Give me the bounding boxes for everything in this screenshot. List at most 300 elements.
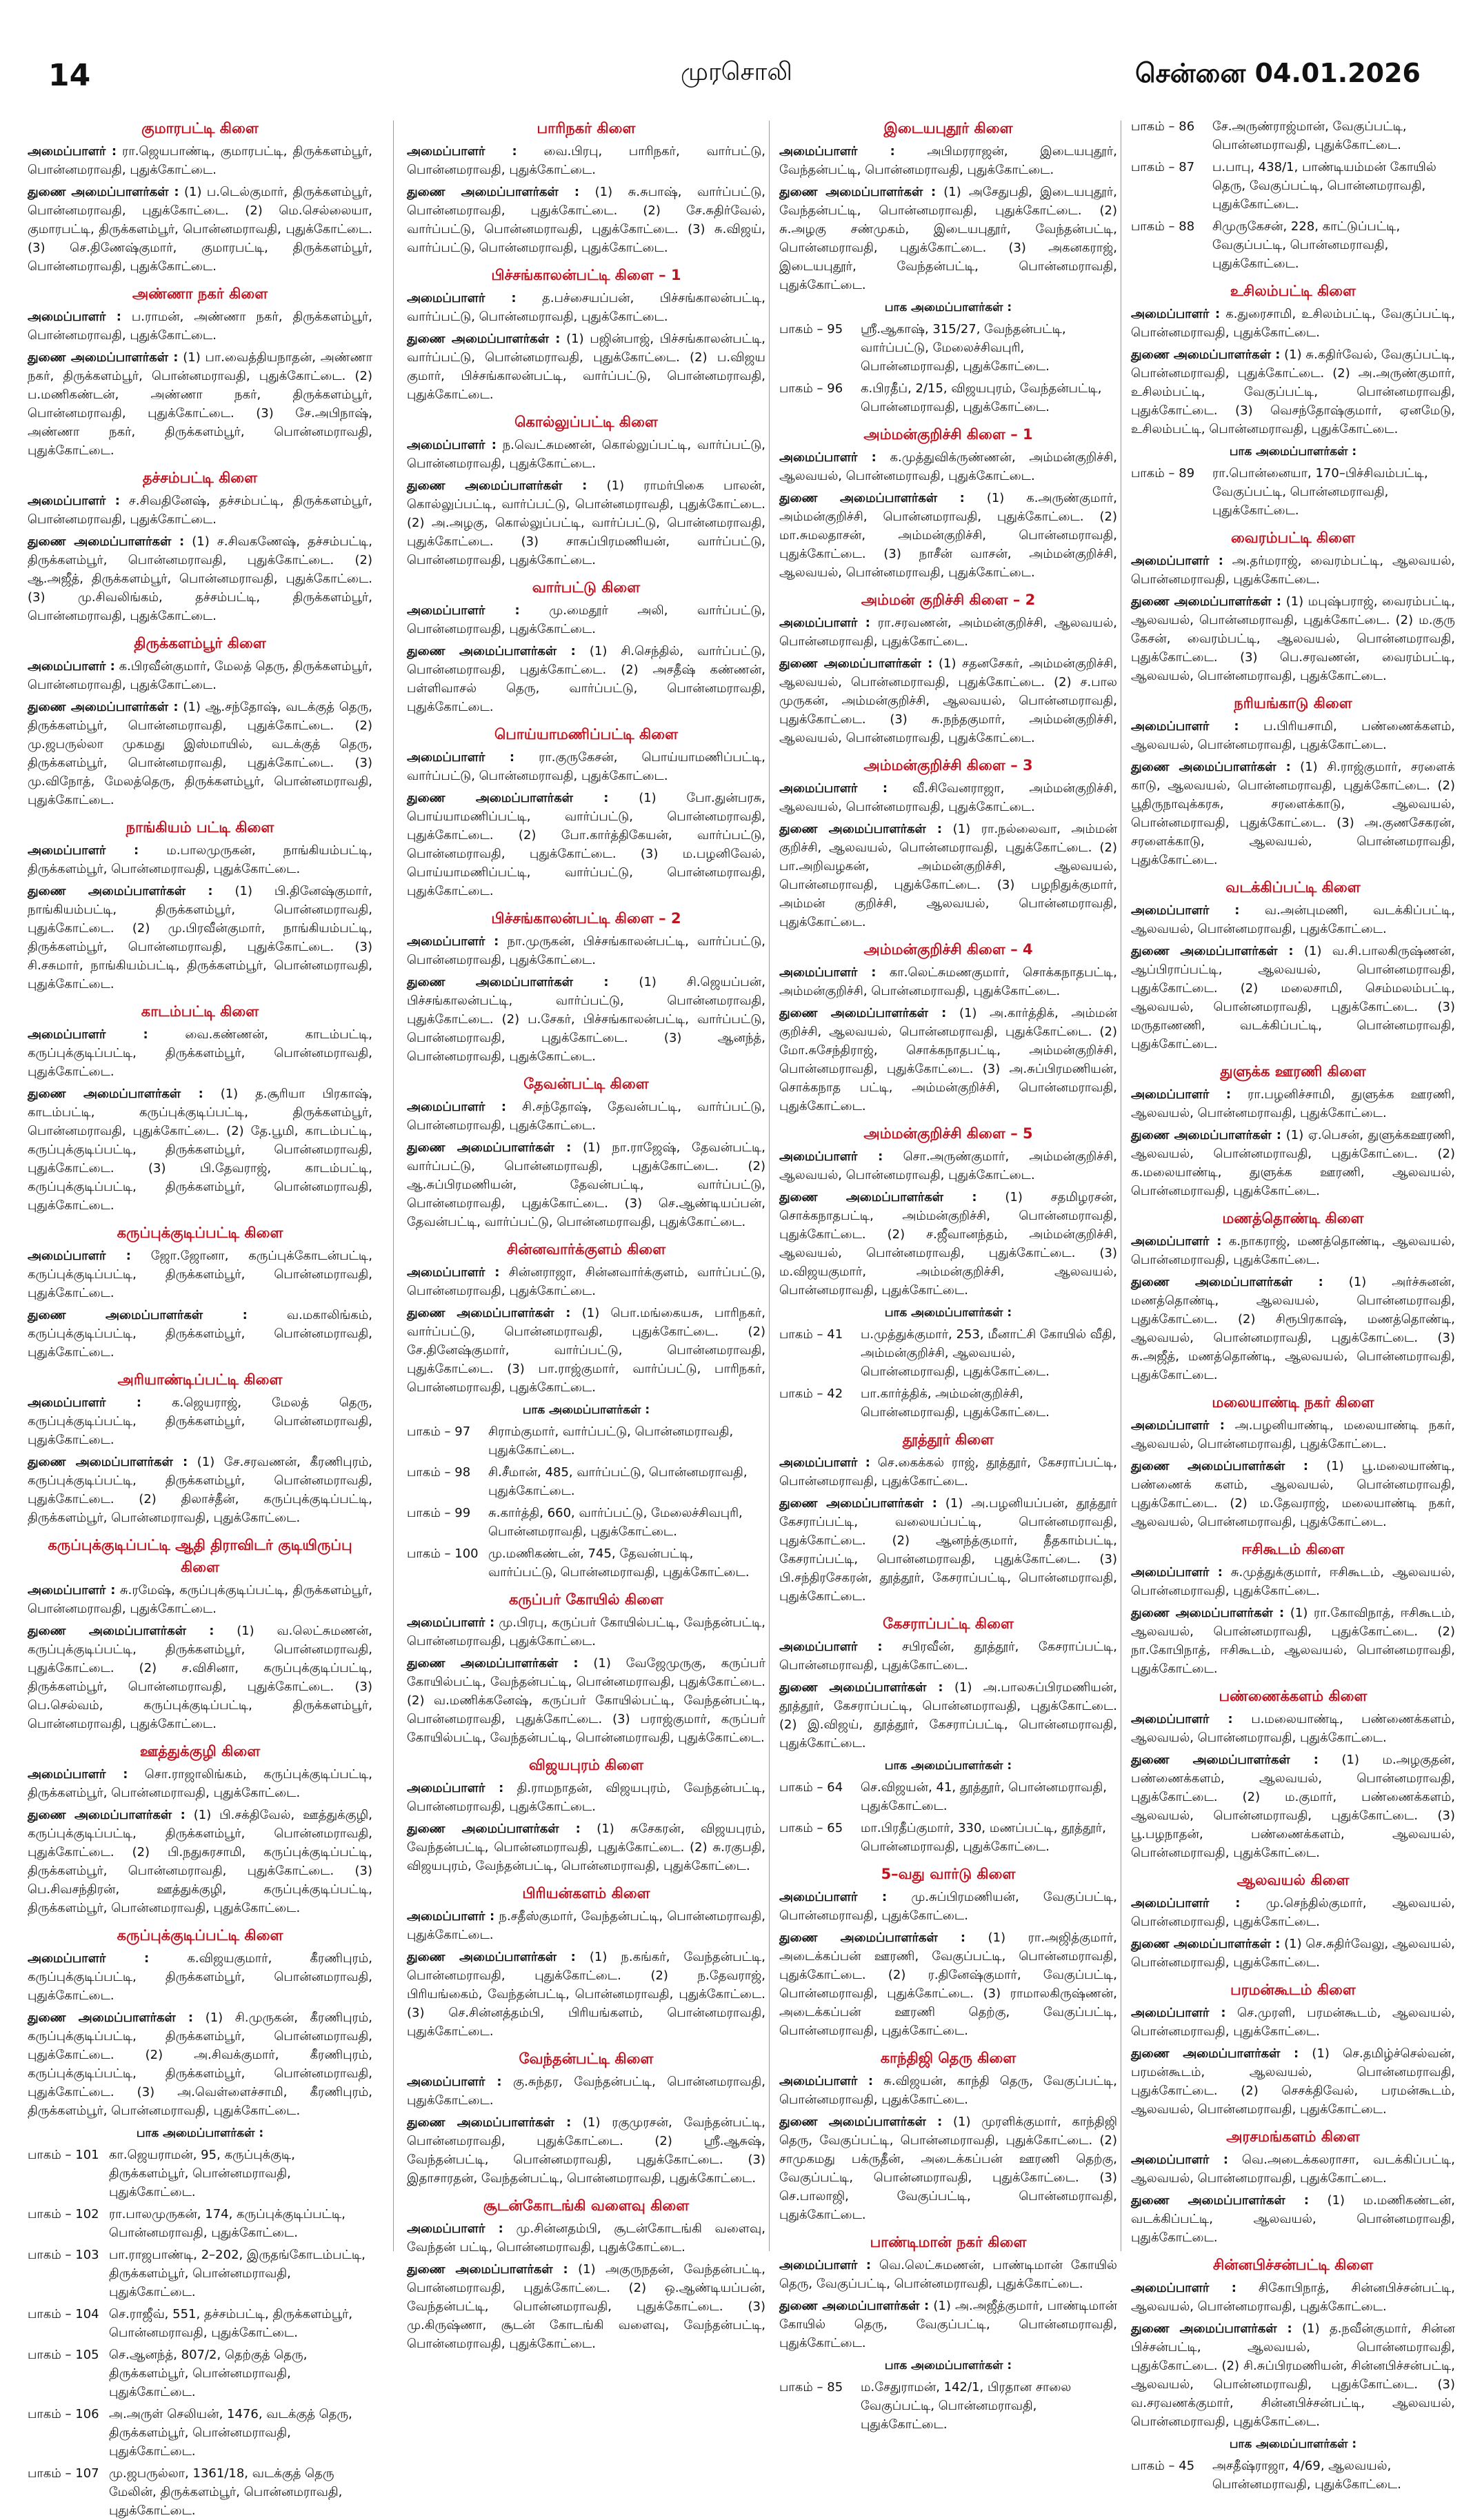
part-text: சிமுருகேசன், 228, காட்டுப்பட்டி, வேகுப்பட்டி, பொன்னமராவதி, புதுக்கோட்டை.	[1212, 219, 1401, 271]
organizer-label: அமைப்பாளர் :	[407, 603, 520, 618]
organizer-text: வீ.சிவேனராஜா, அம்மன்குறிச்சி, ஆலவயல், பொன்னமராவதி, புதுக்கோட்டை.	[779, 781, 1117, 814]
deputy-entry	[407, 330, 765, 404]
deputy-label: துணை அமைப்பாளர்கள் :	[407, 1140, 572, 1155]
organizer-label: அமைப்பாளர் :	[1131, 2281, 1236, 2295]
part-text: க.பிரதீப், 2/15, விஜயபுரம், வேந்தன்பட்டி, பொன்னமராவதி, புதுக்கோட்டை.	[861, 381, 1102, 414]
deputy-entry	[1131, 1457, 1455, 1531]
deputy-text: (1) த.சூரியா பிரகாஷ், காடம்பட்டி, கருப்புக்குடிப்பட்டி, திருக்களம்பூர், பொன்னமராவதி, புதுக்கோட்டை. (2) தே.பூமி, காடம்பட்டி, கருப்புக்குடிப்பட்டி, திருக்களம்பூர், பொன்னமராவதி, புதுக்கோட்டை. (3) பி.தேவராஜ், காடம்பட்டி, கருப்புக்குடிப்பட்டி, திருக்களம்பூர், பொன்னமராவதி, புதுக்கோட்டை.	[28, 1087, 372, 1213]
branch-section	[407, 1882, 765, 2041]
column-4	[1131, 117, 1456, 2492]
branch-title: குமாரபட்டி கிளை	[141, 120, 259, 137]
branch-title: வார்பட்டு கிளை	[532, 579, 641, 596]
organizer-text: ப.பிரியசாமி, பண்ணைக்களம், ஆலவயல், பொன்னமராவதி, புதுக்கோட்டை.	[1131, 719, 1456, 752]
branch-section	[779, 423, 1117, 582]
part-organizers-heading: பாக அமைப்பாளர்கள் :	[136, 2126, 264, 2140]
organizer-text: சிகோபிநாத், சின்னபிச்சன்பட்டி, ஆலவயல், பொன்னமராவதி, புதுக்கோட்டை.	[1131, 2281, 1455, 2314]
branch-title: வடக்கிப்பட்டி கிளை	[1225, 879, 1361, 896]
organizer-label: அமைப்பாளர் :	[407, 1781, 504, 1795]
organizer-label: அமைப்பாளர் :	[1131, 1418, 1225, 1433]
deputy-label: துணை அமைப்பாளர்கள் :	[1131, 2321, 1292, 2336]
organizer-label: அமைப்பாளர் :	[1131, 1712, 1233, 1726]
organizer-text: மு.செந்தில்குமார், ஆலவயல், பொன்னமராவதி, புதுக்கோட்டை.	[1131, 1896, 1455, 1929]
organizer-entry	[1131, 2279, 1455, 2316]
organizer-text: சின்னராஜா, சின்னவார்க்குளம், வார்ப்பட்டு, பொன்னமராவதி, புதுக்கோட்டை.	[407, 1265, 765, 1298]
organizer-text: த.பச்சையப்பன், பிச்சங்காலன்பட்டி, வார்ப்பட்டு, பொன்னமராவதி, புதுக்கோட்டை.	[407, 291, 765, 324]
branch-section	[28, 467, 372, 625]
organizer-text: மு.பிரபு, கருப்பர் கோயில்பட்டி, வேந்தன்பட்டி, பொன்னமராவதி, புதுக்கோட்டை.	[407, 1615, 765, 1649]
part-organizers-heading: பாக அமைப்பாளர்கள் :	[884, 1306, 1012, 1320]
branch-title: அம்மன்குறிச்சி கிளை – 5	[863, 1125, 1033, 1142]
organizer-label: அமைப்பாளர் :	[407, 934, 499, 949]
deputy-entry	[1131, 1751, 1455, 1862]
part-number: பாகம் – 99	[407, 1506, 471, 1520]
deputy-entry	[779, 1928, 1117, 2040]
deputy-label: துணை அமைப்பாளர்கள் :	[779, 491, 965, 505]
deputy-entry	[407, 1948, 765, 2041]
branch-title: பண்ணைக்களம் கிளை	[1219, 1688, 1367, 1704]
branch-title: 5–வது வார்டு கிளை	[881, 1866, 1016, 1882]
organizer-text: சொ.அருண்குமார், அம்மன்குறிச்சி, ஆலவயல், பொன்னமராவதி, புதுக்கோட்டை.	[779, 1149, 1117, 1182]
organizer-text: மு.சுப்பிரமணியன், வேகுப்பட்டி, பொன்னமராவதி, புதுக்கோட்டை.	[779, 1890, 1117, 1923]
branch-section	[779, 1429, 1117, 1606]
branch-title: பிச்சங்காலன்பட்டி கிளை – 2	[491, 910, 681, 927]
branch-title: சின்னவார்க்குளம் கிளை	[506, 1241, 666, 1258]
organizer-label: அமைப்பாளர் :	[1131, 554, 1223, 568]
deputy-text: (1) அ.பழனியப்பன், தூத்தூர் கேசராப்பட்டி, வலையப்பட்டி, பொன்னமராவதி, புதுக்கோட்டை. (2) ஆனந்த்குமார், தீதகாம்பட்டி, கேசராப்பட்டி, பொன்னமராவதி, புதுக்கோட்டை. (3) பி.சந்திரசேகரன், தூத்தூர், கேசராப்பட்டி, பொன்னமராவதி, புதுக்கோட்டை.	[779, 1496, 1117, 1604]
deputy-text: (1) செ.சுதிர்வேலு, ஆலவயல், பொன்னமராவதி, புதுக்கோட்டை.	[1131, 1937, 1455, 1970]
branch-title: சூடன்கோடங்கி வளைவு கிளை	[483, 2197, 690, 2214]
deputy-text: (1) த.நவீன்குமார், சின்ன பிச்சன்பட்டி, ஆலவயல், பொன்னமராவதி, புதுக்கோட்டை. (2) சி.சுப்பிரமணியன், சின்னபிச்சன்பட்டி, ஆலவயல், பொன்னமராவதி, புதுக்கோட்டை. (3) வ.சரவணக்குமார், சின்னபிச்சன்பட்டி, ஆலவயல், பொன்னமராவதி, புதுக்கோட்டை.	[1131, 2321, 1455, 2429]
branch-title: பிச்சங்காலன்பட்டி கிளை – 1	[491, 267, 681, 283]
organizer-label: அமைப்பாளர் :	[28, 1767, 128, 1782]
part-text: ஸ்ரீ.ஆகாஷ், 315/27, வேந்தன்பட்டி, வார்ப்பட்டு, மேலைச்சிவபுரி, பொன்னமராவதி, புதுக்கோட்டை.	[861, 322, 1066, 374]
branch-title: தச்சம்பட்டி கிளை	[142, 470, 258, 486]
organizer-text: ரா.ஜெயபாண்டி, குமாரபட்டி, திருக்களம்பூர், பொன்னமராவதி, புதுக்கோட்டை.	[28, 144, 372, 177]
part-row	[407, 1422, 765, 1460]
organizer-text: அ.பழனியாண்டி, மலையாண்டி நகர், ஆலவயல், பொன்னமராவதி, புதுக்கோட்டை.	[1131, 1418, 1455, 1451]
organizer-label: அமைப்பாளர் :	[28, 310, 121, 324]
part-text: ரா.பாலமுருகன், 174, கருப்புக்குடிப்பட்டி, பொன்னமராவதி, புதுக்கோட்டை.	[109, 2207, 345, 2240]
organizer-entry	[1131, 1894, 1455, 1931]
organizer-entry	[407, 2219, 765, 2257]
organizer-entry	[1131, 1710, 1455, 1747]
organizer-entry	[1131, 1416, 1455, 1453]
organizer-text: சு.முத்துக்குமார், ஈசிகூடம், ஆலவயல், பொன்னமராவதி, புதுக்கோட்டை.	[1131, 1565, 1455, 1598]
part-row	[1131, 117, 1455, 154]
organizer-label: அமைப்பாளர் :	[1131, 307, 1221, 321]
part-text: சு.கார்த்தி, 660, வார்ப்பட்டு, மேலைச்சிவபுரி, பொன்னமராவதி, புதுக்கோட்டை.	[488, 1506, 743, 1539]
organizer-entry	[407, 601, 765, 638]
deputy-entry	[1131, 2191, 1455, 2247]
column-2	[407, 117, 765, 2351]
organizer-entry	[779, 963, 1117, 1000]
branch-title: கருப்புக்குடிப்பட்டி கிளை	[117, 1927, 283, 1944]
organizer-label: அமைப்பாளர் :	[28, 1583, 116, 1597]
deputy-entry	[1131, 758, 1455, 869]
organizer-text: க.முத்துவிக்ருண்ணன், அம்மன்குறிச்சி, ஆலவயல், பொன்னமராவதி, புதுக்கோட்டை.	[779, 450, 1117, 483]
part-row	[779, 379, 1117, 416]
branch-section	[779, 1122, 1117, 1422]
branch-title: ஈசிகூடம் கிளை	[1241, 1541, 1345, 1558]
branch-section	[407, 1589, 765, 1747]
part-number: பாகம் – 101	[28, 2148, 99, 2162]
organizer-label: அமைப்பாளர் :	[1131, 2153, 1229, 2167]
deputy-label: துணை அமைப்பாளர்கள் :	[779, 2115, 943, 2129]
organizer-entry	[779, 779, 1117, 816]
deputy-label: துணை அமைப்பாளர்கள் :	[779, 2299, 930, 2313]
branch-section	[779, 2231, 1117, 2434]
branch-section	[779, 754, 1117, 931]
organizer-text: க.பிரவீன்குமார், மேலத் தெரு, திருக்களம்பூர், பொன்னமராவதி, புதுக்கோட்டை.	[28, 659, 372, 692]
deputy-entry	[1131, 942, 1455, 1054]
branch-title: ஆலவயல் கிளை	[1236, 1872, 1350, 1888]
part-number: பாகம் – 106	[28, 2407, 99, 2421]
organizer-entry	[28, 841, 372, 878]
organizer-text: ஜோ.ஜோனா, கருப்புக்கோடன்பட்டி, கருப்புக்குடிப்பட்டி, திருக்களம்பூர், பொன்னமராவதி, புதுக்கோட்டை.	[28, 1249, 372, 1300]
deputy-label: துணை அமைப்பாளர்கள் :	[1131, 2046, 1299, 2061]
deputy-text: (1) அகுருநதன், வேந்தன்பட்டி, பொன்னமராவதி, புதுக்கோட்டை. (2) ஒ.ஆண்டியப்பன், வேந்தன்பட்டி, பொன்னமராவதி, புதுக்கோட்டை. (3) மு.கிருஷ்ணா, சூடன் கோடங்கி வளைவு, வேந்தன்பட்டி, பொன்னமராவதி, புதுக்கோட்டை.	[407, 2262, 765, 2351]
branch-section	[779, 1613, 1117, 1856]
organizer-entry	[28, 657, 372, 694]
deputy-text: (1) அ.அஜீத்குமார், பாண்டிமான் கோயில் தெரு, வேகுப்பட்டி, பொன்னமராவதி, புதுக்கோட்டை.	[779, 2299, 1117, 2350]
part-number: பாகம் – 103	[28, 2248, 99, 2262]
organizer-text: சபிரவீன், தூத்தூர், கேசராப்பட்டி, பொன்னமராவதி, புதுக்கோட்டை.	[779, 1640, 1117, 1673]
deputy-label: துணை அமைப்பாளர்கள் :	[407, 791, 609, 805]
branch-section	[1131, 1391, 1455, 1531]
deputy-text: (1) சுசேகரன், விஜயபுரம், வேந்தன்பட்டி, பொன்னமராவதி, புதுக்கோட்டை. (2) சு.ரகுபதி, விஜயபுரம், வேந்தன்பட்டி, பொன்னமராவதி, புதுக்கோட்டை.	[407, 1822, 765, 1873]
branch-title: மணத்தொண்டி கிளை	[1222, 1210, 1364, 1227]
deputy-text: வ.மகாலிங்கம், கருப்புக்குடிப்பட்டி, திருக்களம்பூர், பொன்னமராவதி, புதுக்கோட்டை.	[28, 1308, 372, 1360]
organizer-entry	[779, 2256, 1117, 2293]
branch-section	[407, 576, 765, 716]
branch-title: அரியாண்டிப்பட்டி கிளை	[117, 1371, 283, 1388]
deputy-entry	[779, 654, 1117, 747]
organizer-entry	[28, 1949, 372, 2005]
part-number: பாகம் – 64	[779, 1780, 843, 1795]
organizer-entry	[779, 1637, 1117, 1675]
branch-title: இடையபுதூர் கிளை	[883, 120, 1013, 137]
deputy-text: (1) ம.மணிகண்டன், வடக்கிப்பட்டி, ஆலவயல், பொன்னமராவதி, புதுக்கோட்டை.	[1131, 2193, 1455, 2245]
deputy-entry	[407, 476, 765, 569]
part-row	[28, 2246, 372, 2301]
organizer-label: அமைப்பாளர் :	[1131, 2006, 1226, 2020]
part-text: மா.பிரதீப்குமார், 330, மணப்பட்டி, தூத்தூர், பொன்னமராவதி, புதுக்கோட்டை.	[861, 1821, 1106, 1854]
deputy-text: (1) செ.தமிழ்ச்செல்வன், பரமன்கூடம், ஆலவயல், பொன்னமராவதி, புதுக்கோட்டை. (2) செசக்திவேல், பரமன்கூடம், ஆலவயல், பொன்னமராவதி, புதுக்கோட்டை.	[1131, 2046, 1455, 2117]
part-organizers-heading: பாக அமைப்பாளர்கள் :	[884, 1759, 1012, 1773]
organizer-text: தி.ராமநாதன், விஜயபுரம், வேந்தன்பட்டி, பொன்னமராவதி, புதுக்கோட்டை.	[407, 1781, 765, 1814]
deputy-text: (1) சே.சரவணன், கீரணிபுரம், கருப்புக்குடிப்பட்டி, திருக்களம்பூர், பொன்னமராவதி, புதுக்கோட்டை. (2) திலாச்தீன், கருப்புக்குடிப்பட்டி, திருக்களம்பூர், பொன்னமராவதி, புதுக்கோட்டை.	[28, 1455, 372, 1525]
deputy-label: துணை அமைப்பாளர்கள் :	[1131, 2193, 1310, 2208]
organizer-text: வ.அன்புமணி, வடக்கிப்பட்டி, ஆலவயல், பொன்னமராவதி, புதுக்கோட்டை.	[1131, 903, 1455, 936]
branch-section	[407, 264, 765, 404]
organizer-label: அமைப்பாளர் :	[1131, 1234, 1222, 1249]
deputy-entry	[28, 1622, 372, 1733]
organizer-text: செ.கைக்கல் ராஜ், தூத்தூர், கேசராப்பட்டி, பொன்னமராவதி, புதுக்கோட்டை.	[779, 1455, 1117, 1489]
organizer-label: அமைப்பாளர் :	[1131, 903, 1240, 918]
deputy-label: துணை அமைப்பாளர்கள் :	[28, 185, 179, 199]
deputy-entry	[1131, 2044, 1455, 2119]
deputy-entry	[407, 642, 765, 716]
part-number: பாகம் – 45	[1131, 2459, 1195, 2473]
deputy-text: (1) சதமிழரசன், சொக்கநாதபட்டி, அம்மன்குறிச்சி, பொன்னமராவதி, புதுக்கோட்டை. (2) ச.ஜீவானந்தம், அம்மன்குறிச்சி, ஆலவயல், பொன்னமராவதி, புதுக்கோட்டை. (3) ம.விஜயகுமார், அம்மன்குறிச்சி, ஆலவயல், பொன்னமராவதி, புதுக்கோட்டை.	[779, 1190, 1117, 1298]
organizer-entry	[1131, 717, 1455, 754]
deputy-text: (1) பா.வைத்தியநாதன், அண்ணா நகர், திருக்களம்பூர், பொன்னமராவதி, புதுக்கோட்டை. (2) ப.மணிகண்டன், அண்ணா நகர், திருக்களம்பூர், பொன்னமராவதி, புதுக்கோட்டை. (3) சே.அபிநாஷ், அண்ணா நகர், திருக்களம்பூர், பொன்னமராவதி, புதுக்கோட்டை.	[28, 350, 372, 458]
deputy-label: துணை அமைப்பாளர்கள் :	[28, 350, 179, 365]
organizer-entry	[407, 1098, 765, 1135]
branch-section	[28, 1534, 372, 1733]
deputy-text: (1) பி.தினேஷ்குமார், நாங்கியம்பட்டி, திருக்களம்பூர், பொன்னமராவதி, புதுக்கோட்டை. (2) மு.பிரவீன்குமார், நாங்கியம்பட்டி, திருக்களம்பூர், பொன்னமராவதி, புதுக்கோட்டை. (3) சி.சசுமார், நாங்கியம்பட்டி, திருக்களம்பூர், பொன்னமராவதி, புதுக்கோட்டை.	[28, 884, 372, 991]
organizer-text: ம.பாலமுருகன், நாங்கியம்பட்டி, திருக்களம்பூர், பொன்னமராவதி, புதுக்கோட்டை.	[28, 843, 372, 876]
organizer-text: மு.மைதூர் அலி, வார்ப்பட்டு, பொன்னமராவதி, புதுக்கோட்டை.	[407, 603, 765, 636]
deputy-text: (1) சி.ஜெயப்பன், பிச்சங்காலன்பட்டி, வார்ப்பட்டு, பொன்னமராவதி, புதுக்கோட்டை. (2) ப.சேகர், பிச்சங்காலன்பட்டி, வார்ப்பட்டு, பொன்னமராவதி, புதுக்கோட்டை. (3) ஆனந்த், பொன்னமராவதி, புதுக்கோட்டை.	[407, 975, 765, 1064]
part-row	[407, 1463, 765, 1500]
part-number: பாகம் – 65	[779, 1821, 843, 1835]
deputy-text: (1) ராமர்பிகை பாலன், கொல்லுப்பட்டி, வார்ப்பட்டு, பொன்னமராவதி, புதுக்கோட்டை. (2) அ.அழகு, கொல்லுப்பட்டி, வார்ப்பட்டு, பொன்னமராவதி, புதுக்கோட்டை. (3) சாசுப்பிரமணியன், வார்ப்பட்டு, பொன்னமராவதி, புதுக்கோட்டை.	[407, 478, 765, 567]
branch-section	[407, 1073, 765, 1231]
branch-title: பரமன்கூடம் கிளை	[1230, 1982, 1356, 1998]
deputy-entry	[779, 1678, 1117, 1753]
deputy-entry	[28, 348, 372, 460]
deputy-text: (1) சி.செந்தில், வார்ப்பட்டு, பொன்னமராவதி, புதுக்கோட்டை. (2) அசதீஷ் கண்ணன், பள்ளிவாசல் தெரு, வார்ப்பட்டு, பொன்னமராவதி, புதுக்கோட்டை.	[407, 644, 765, 714]
part-row	[1131, 2457, 1455, 2494]
branch-section	[407, 1238, 765, 1582]
part-organizers-heading: பாக அமைப்பாளர்கள் :	[1229, 445, 1357, 458]
deputy-entry	[407, 2113, 765, 2188]
branch-title: அம்மன்குறிச்சி கிளை – 4	[863, 941, 1033, 958]
organizer-entry	[1131, 305, 1455, 342]
branch-section	[1131, 1979, 1455, 2119]
part-text: ம.சேதுராமன், 142/1, பிரதான சாலை வேகுப்பட்டி, பொன்னமராவதி, புதுக்கோட்டை.	[861, 2380, 1072, 2432]
branch-section	[407, 411, 765, 569]
part-text: செ.ராஜீவ், 551, தச்சம்பட்டி, திருக்களம்பூர், பொன்னமராவதி, புதுக்கோட்டை.	[109, 2307, 353, 2340]
branch-section	[1131, 527, 1455, 685]
deputy-entry	[407, 183, 765, 257]
branch-title: மலையாண்டி நகர் கிளை	[1212, 1394, 1374, 1411]
part-number: பாகம் – 85	[779, 2380, 843, 2395]
part-text: சே.அருண்ராஜ்மான், வேகுப்பட்டி, பொன்னமராவதி, புதுக்கோட்டை.	[1212, 119, 1407, 152]
part-text: பா.ராஜபாண்டி, 2–202, இருதங்கோடம்பட்டி, திருக்களம்பூர், பொன்னமராவதி, புதுக்கோட்டை.	[109, 2248, 365, 2299]
branch-title: விஜயபுரம் கிளை	[528, 1757, 644, 1773]
branch-section	[407, 907, 765, 1066]
deputy-entry	[28, 698, 372, 809]
organizer-text: மு.சின்னதம்பி, சூடன்கோடங்கி வளைவு, வேந்தன் பட்டி, பொன்னமராவதி, புதுக்கோட்டை.	[407, 2221, 765, 2255]
branch-title: சின்னபிச்சன்பட்டி கிளை	[1212, 2257, 1374, 2273]
deputy-text: (1) சு.கதிர்வேல், வேகுப்பட்டி, பொன்னமராவதி, புதுக்கோட்டை. (2) அ.அருண்குமார், உசிலம்பட்டி, வேகுப்பட்டி, பொன்னமராவதி, புதுக்கோட்டை. (3) வெசந்தோஷ்குமார், ஏனமேடு, உசிலம்பட்டி, பொன்னமராவதி, புதுக்கோட்டை.	[1131, 347, 1455, 436]
deputy-label: துணை அமைப்பாளர்கள் :	[28, 1087, 203, 1101]
organizer-entry	[1131, 901, 1455, 938]
organizer-entry	[1131, 1232, 1455, 1269]
part-row	[779, 2378, 1117, 2434]
deputy-text: (1) சி.ராஜ்குமார், சரளைக் காடு, ஆலவயல், பொன்னமராவதி, புதுக்கோட்டை. (2) பூதிருநாவுக்கரசு, சரளைக்காடு, ஆலவயல், பொன்னமராவதி, புதுக்கோட்டை. (3) அ.குணசேகரன், சரளைக்காடு, ஆலவயல், பொன்னமராவதி, புதுக்கோட்டை.	[1131, 760, 1455, 867]
deputy-label: துணை அமைப்பாளர்கள் :	[28, 2010, 194, 2025]
deputy-entry	[779, 1494, 1117, 1606]
part-row	[28, 2464, 372, 2520]
part-text: ப.முத்துக்குமார், 253, மீனாட்சி கோயில் வீதி, அம்மன்குறிச்சி, ஆலவயல், பொன்னமராவதி, புதுக்கோட்டை.	[861, 1327, 1116, 1379]
deputy-entry	[1131, 1273, 1455, 1384]
organizer-label: அமைப்பாளர் :	[1131, 1565, 1223, 1580]
organizer-entry	[407, 436, 765, 473]
deputy-label: துணை அமைப்பாளர்கள் :	[1131, 1606, 1285, 1620]
branch-section	[1131, 1685, 1455, 1862]
organizer-text: செ.முரளி, பரமன்கூடம், ஆலவயல், பொன்னமராவதி, புதுக்கோட்டை.	[1131, 2006, 1456, 2039]
deputy-entry	[407, 1654, 765, 1747]
branch-section	[779, 589, 1117, 747]
part-row	[1131, 464, 1455, 520]
organizer-text: ரா.குருகேசன், பொய்யாமணிப்பட்டி, வார்ப்பட்டு, பொன்னமராவதி, புதுக்கோட்டை.	[407, 750, 765, 783]
organizer-text: சு.ரமேஷ், கருப்புக்குடிப்பட்டி, திருக்களம்பூர், பொன்னமராவதி, புதுக்கோட்டை.	[28, 1583, 372, 1616]
deputy-label: துணை அமைப்பாளர்கள் :	[1131, 594, 1282, 609]
part-text: செ.விஜயன், 41, தூத்தூர், பொன்னமராவதி, புதுக்கோட்டை.	[861, 1780, 1107, 1813]
organizer-text: ரா.பழனிச்சாமி, துளுக்க ஊரணி, ஆலவயல், பொன்னமராவதி, புதுக்கோட்டை.	[1131, 1087, 1455, 1120]
organizer-text: வெ.லெட்சுமணன், பாண்டிமான் கோயில் தெரு, வேகுப்பட்டி, பொன்னமராவதி, புதுக்கோட்டை.	[779, 2258, 1117, 2291]
branch-section	[28, 283, 372, 460]
part-organizers-heading: பாக அமைப்பாளர்கள் :	[522, 1403, 650, 1417]
deputy-text: (1) பஜின்பாஜ், பிச்சங்காலன்பட்டி, வார்ப்பட்டு, பொன்னமராவதி, புதுக்கோட்டை. (2) ப.விஜய குமார், பிச்சங்காலன்பட்டி, வார்ப்பட்டு, பொன்னமராவதி, புதுக்கோட்டை.	[407, 332, 765, 402]
deputy-entry	[779, 489, 1117, 582]
deputy-label: துணை அமைப்பாளர்கள் :	[407, 1656, 579, 1671]
deputy-entry	[779, 1188, 1117, 1300]
organizer-label: அமைப்பாளர் :	[779, 781, 888, 796]
part-number: பாகம் – 89	[1131, 466, 1195, 481]
organizer-entry	[407, 1263, 765, 1300]
organizer-text: சொ.ராஜாலிங்கம், கருப்புக்குடிப்பட்டி, திருக்களம்பூர், பொன்னமராவதி, புதுக்கோட்டை.	[28, 1767, 372, 1800]
branch-title: கேசராப்பட்டி கிளை	[883, 1615, 1014, 1632]
branch-title: பொய்யாமணிப்பட்டி கிளை	[494, 726, 679, 743]
organizer-entry	[1131, 2004, 1455, 2041]
branch-title: கருப்புக்குடிப்பட்டி கிளை	[117, 1224, 283, 1241]
part-text: சி.சீமான், 485, வார்ப்பட்டு, பொன்னமராவதி, புதுக்கோட்டை.	[488, 1465, 748, 1498]
organizer-text: க.துரைசாமி, உசிலம்பட்டி, வேகுப்பட்டி, பொன்னமராவதி, புதுக்கோட்டை.	[1131, 307, 1455, 340]
deputy-entry	[28, 882, 372, 994]
deputy-label: துணை அமைப்பாளர்கள் :	[407, 975, 609, 989]
branch-section	[1131, 117, 1455, 273]
organizer-label: அமைப்பாளர் :	[28, 1395, 142, 1410]
part-text: ப.பாபு, 438/1, பாண்டியம்மன் கோயில் தெரு, வேகுப்பட்டி, பொன்னமராவதி, புதுக்கோட்டை.	[1212, 160, 1436, 212]
organizer-text: கு.சுந்தர, வேந்தன்பட்டி, பொன்னமராவதி, புதுக்கோட்டை.	[407, 2075, 765, 2108]
branch-title: பாண்டிமான் நகர் கிளை	[870, 2234, 1027, 2250]
part-row	[28, 2405, 372, 2461]
part-number: பாகம் – 107	[28, 2466, 99, 2481]
deputy-text: (1) சு.சுபாஷ், வார்ப்பட்டு, பொன்னமராவதி, புதுக்கோட்டை. (2) சே.சுதிர்வேல், வார்ப்பட்டு, பொன்னமராவதி, புதுக்கோட்டை. (3) சு.விஜய், வார்ப்பட்டு, பொன்னமராவதி, புதுக்கோட்டை.	[407, 185, 765, 255]
part-number: பாகம் – 105	[28, 2348, 99, 2362]
branch-section	[28, 1369, 372, 1527]
deputy-label: துணை அமைப்பாளர்கள் :	[28, 1455, 188, 1469]
organizer-entry	[28, 1581, 372, 1618]
part-text: மு.மணிகண்டன், 745, தேவன்பட்டி, வார்ப்பட்டு, பொன்னமராவதி, புதுக்கோட்டை.	[488, 1546, 750, 1580]
organizer-text: க.ஜெயராஜ், மேலத் தெரு, கருப்புக்குடிப்பட்டி, திருக்களம்பூர், பொன்னமராவதி, புதுக்கோட்டை.	[28, 1395, 372, 1447]
organizer-entry	[407, 1907, 765, 1944]
deputy-text: (1) வேஜேமுருகு, கருப்பர் கோயில்பட்டி, வேந்தன்பட்டி, பொன்னமராவதி, புதுக்கோட்டை. (2) வ.மணிக்கனேஷ், கருப்பர் கோயில்பட்டி, வேந்தன்பட்டி, பொன்னமராவதி, புதுக்கோட்டை. (3) பராஜ்குமார், கருப்பர் கோயில்பட்டி, வேந்தன்பட்டி, பொன்னமராவதி, புதுக்கோட்டை.	[407, 1656, 765, 1745]
part-row	[28, 2305, 372, 2342]
part-number: பாகம் – 87	[1131, 160, 1195, 174]
part-number: பாகம் – 98	[407, 1465, 471, 1480]
part-organizers-heading: பாக அமைப்பாளர்கள் :	[884, 301, 1012, 314]
branch-title: வைரம்பட்டி கிளை	[1230, 530, 1356, 546]
organizer-label: அமைப்பாளர் :	[1131, 719, 1239, 734]
organizer-text: அபிமரராஜன், இடையபுதூர், வேந்தன்பட்டி, பொன்னமராவதி, புதுக்கோட்டை.	[779, 144, 1118, 177]
part-text: பா.கார்த்திக், அம்மன்குறிச்சி, பொன்னமராவதி, புதுக்கோட்டை.	[861, 1387, 1050, 1420]
deputy-text: (1) ஏ.பெசன், துளுக்கஊரணி, ஆலவயல், பொன்னமராவதி, புதுக்கோட்டை. (2) க.மலையாண்டி, துளுக்க ஊரணி, ஆலவயல், பொன்னமராவதி, புதுக்கோட்டை.	[1131, 1128, 1455, 1198]
part-row	[28, 2146, 372, 2201]
part-number: பாகம் – 95	[779, 322, 843, 336]
part-organizers-heading: பாக அமைப்பாளர்கள் :	[884, 2359, 1012, 2372]
part-text: அ.அருள் செலியன், 1476, வடக்குத் தெரு, திருக்களம்பூர், பொன்னமராவதி, புதுக்கோட்டை.	[109, 2407, 352, 2459]
deputy-entry	[779, 183, 1117, 294]
part-text: சிராம்குமார், வார்ப்பட்டு, பொன்னமராவதி, புதுக்கோட்டை.	[488, 1424, 734, 1458]
organizer-label: அமைப்பாளர் :	[407, 291, 517, 305]
deputy-label: துணை அமைப்பாளர்கள் :	[779, 822, 943, 836]
organizer-entry	[407, 1613, 765, 1651]
organizer-entry	[407, 289, 765, 326]
deputy-text: (1) மபுஷ்பராஜ், வைரம்பட்டி, ஆலவயல், பொன்னமராவதி, புதுக்கோட்டை. (2) ம.குரு கேசன், வைரம்பட்டி, ஆலவயல், பொன்னமராவதி, புதுக்கோட்டை. (3) பெ.சரவணன், வைரம்பட்டி, ஆலவயல், பொன்னமராவதி, புதுக்கோட்டை.	[1131, 594, 1455, 683]
deputy-entry	[1131, 1935, 1455, 1972]
masthead: முரசொலி	[681, 58, 792, 86]
deputy-text: (1) வ.லெட்சுமணன், கருப்புக்குடிப்பட்டி, திருக்களம்பூர், பொன்னமராவதி, புதுக்கோட்டை. (2) ச.விசினா, கருப்புக்குடிப்பட்டி, திருக்களம்பூர், பொன்னமராவதி, புதுக்கோட்டை. (3) பெ.செல்வம், கருப்புக்குடிப்பட்டி, திருக்களம்பூர், பொன்னமராவதி, புதுக்கோட்டை.	[28, 1624, 372, 1731]
organizer-label: அமைப்பாளர் :	[779, 1149, 883, 1164]
city-date: சென்னை 04.01.2026	[1135, 58, 1421, 88]
organizer-text: வை.பிரபு, பாரிநகர், வார்பட்டு, பொன்னமராவதி, புதுக்கோட்டை.	[407, 144, 765, 177]
part-number: பாகம் – 88	[1131, 219, 1195, 234]
deputy-label: துணை அமைப்பாளர்கள் :	[1131, 347, 1281, 362]
deputy-entry	[779, 2297, 1117, 2352]
deputy-label: துணை அமைப்பாளர்கள் :	[28, 534, 185, 549]
organizer-label: அமைப்பாளர் :	[407, 144, 517, 159]
branch-title: அண்ணா நகர் கிளை	[132, 285, 268, 302]
organizer-label: அமைப்பாளர் :	[28, 1951, 150, 1966]
branch-section	[407, 117, 765, 257]
branch-title: நாங்கியம் பட்டி கிளை	[126, 819, 274, 836]
part-row	[779, 1384, 1117, 1422]
page-header	[0, 0, 1473, 103]
branch-title: அம்மன்குறிச்சி கிளை – 3	[863, 757, 1033, 774]
deputy-text: (1) அ.பாலசுப்பிரமணியன், தூத்தூர், கேசராப்பட்டி, பொன்னமராவதி, புதுக்கோட்டை. (2) இ.விஜய், தூத்தூர், கேசராப்பட்டி, பொன்னமராவதி, புதுக்கோட்டை.	[779, 1680, 1117, 1751]
branch-section	[1131, 280, 1455, 520]
branch-title: அம்மன் குறிச்சி கிளை – 2	[861, 592, 1036, 608]
branch-title: தூத்தூர் கிளை	[902, 1431, 994, 1448]
part-row	[779, 1819, 1117, 1856]
deputy-entry	[1131, 1126, 1455, 1200]
deputy-entry	[1131, 592, 1455, 685]
organizer-entry	[779, 1888, 1117, 1925]
deputy-entry	[28, 1306, 372, 1362]
deputy-label: துணை அமைப்பாளர்கள் :	[1131, 1937, 1281, 1951]
organizer-entry	[407, 2073, 765, 2110]
deputy-text: (1) அர்ச்சுனன், மணத்தொண்டி, ஆலவயல், பொன்னமராவதி, புதுக்கோட்டை. (2) சிரூபிரகாஷ், மணத்தொண்டி, ஆலவயல், பொன்னமராவதி, புதுக்கோட்டை. (3) சு.அஜீத், மணத்தொண்டி, ஆலவயல், பொன்னமராவதி, புதுக்கோட்டை.	[1131, 1275, 1455, 1382]
organizer-entry	[28, 1247, 372, 1302]
deputy-text: (1) ஆ.சந்தோஷ், வடக்குத் தெரு, திருக்களம்பூர், பொன்னமராவதி, புதுக்கோட்டை. (2) மு.ஜபருல்லா முகமது இஸ்மாயில், வடக்குத் தெரு, திருக்களம்பூர், பொன்னமராவதி, புதுக்கோட்டை. (3) மு.விநோத், மேலத்தெரு, திருக்களம்பூர், பொன்னமராவதி, புதுக்கோட்டை.	[28, 700, 372, 807]
organizer-entry	[28, 492, 372, 529]
organizer-label: அமைப்பாளர் :	[407, 750, 515, 765]
branch-section	[779, 938, 1117, 1116]
organizer-text: க.விஜயகுமார், கீரணிபுரம், கருப்புக்குடிப்பட்டி, திருக்களம்பூர், பொன்னமராவதி, புதுக்கோட்டை.	[28, 1951, 372, 2003]
organizer-label: அமைப்பாளர் :	[779, 450, 876, 465]
part-text: கா.ஜெயராமன், 95, கருப்புக்குடி, திருக்களம்பூர், பொன்னமராவதி, புதுக்கோட்டை.	[109, 2148, 295, 2199]
part-text: மு.ஜபருல்லா, 1361/18, வடக்குத் தெரு மேலின், திருக்களம்பூர், பொன்னமராவதி, புதுக்கோட்டை.	[109, 2466, 343, 2518]
deputy-label: துணை அமைப்பாளர்கள் :	[407, 2262, 568, 2277]
deputy-text: (1) அ.கார்த்திக், அம்மன் குறிச்சி, ஆலவயல், பொன்னமராவதி, புதுக்கோட்டை. (2) மோ.சுசேந்திராஜ், சொக்கநாதபட்டி, அம்மன்குறிச்சி, பொன்னமராவதி, புதுக்கோட்டை. (3) அ.சுப்பிரமணியன், சொக்கநாத பட்டி, அம்மன்குறிச்சி, பொன்னமராவதி, புதுக்கோட்டை.	[779, 1006, 1117, 1113]
deputy-text: (1) சதனசேகர், அம்மன்குறிச்சி, ஆலவயல், பொன்னமராவதி, புதுக்கோட்டை. (2) ச.பால முருகன், அம்மன்குறிச்சி, ஆலவயல், பொன்னமராவதி, புதுக்கோட்டை. (3) சு.நந்தகுமார், அம்மன்குறிச்சி, ஆலவயல், பொன்னமராவதி, புதுக்கோட்டை.	[779, 656, 1117, 745]
organizer-text: ரா.சரவணன், அம்மன்குறிச்சி, ஆலவயல், பொன்னமராவதி, புதுக்கோட்டை.	[779, 616, 1117, 649]
deputy-entry	[28, 183, 372, 276]
branch-section	[28, 632, 372, 809]
organizer-label: அமைப்பாளர் :	[779, 2258, 872, 2272]
deputy-entry	[1131, 1604, 1455, 1678]
page-number: 14	[48, 58, 91, 93]
branch-section	[1131, 1869, 1455, 1972]
deputy-text: (1) ரா.கோவிநாத், ஈசிகூடம், ஆலவயல், பொன்னமராவதி, புதுக்கோட்டை. (2) நா.கோபிநாத், ஈசிகூடம், ஆலவயல், பொன்னமராவதி, புதுக்கோட்டை.	[1131, 1606, 1455, 1676]
organizer-text: ந.சதீஸ்குமார், வேந்தன்பட்டி, பொன்னமராவதி, புதுக்கோட்டை.	[407, 1909, 765, 1942]
part-number: பாகம் – 42	[779, 1387, 843, 1401]
